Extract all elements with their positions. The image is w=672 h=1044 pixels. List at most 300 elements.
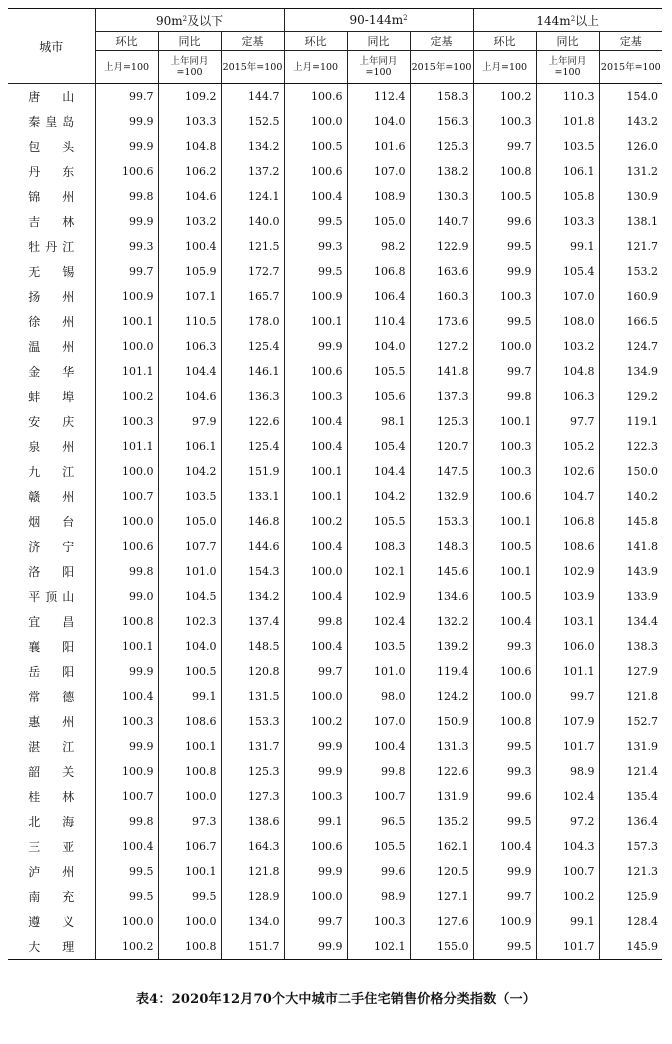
value-cell: 126.0 (599, 134, 662, 159)
city-cell (8, 884, 95, 909)
value-cell: 155.0 (410, 934, 473, 960)
value-cell: 99.9 (284, 759, 347, 784)
city-cell (8, 209, 95, 234)
value-cell: 99.5 (473, 309, 536, 334)
value-cell: 145.8 (599, 509, 662, 534)
city-name: 包头 (28, 140, 75, 154)
city-name: 扬州 (28, 290, 75, 304)
price-index-table (8, 8, 662, 960)
city-cell (8, 184, 95, 209)
value-cell: 135.2 (410, 809, 473, 834)
value-cell: 100.7 (536, 859, 599, 884)
value-cell: 103.5 (158, 484, 221, 509)
value-cell: 99.7 (473, 359, 536, 384)
group-header-medium: $90-144m^2$ (284, 9, 473, 32)
value-cell: 100.8 (473, 709, 536, 734)
value-cell: 100.0 (284, 684, 347, 709)
value-cell: 100.0 (158, 784, 221, 809)
value-cell: 100.0 (95, 909, 158, 934)
value-cell: 100.1 (473, 409, 536, 434)
value-cell: 99.9 (95, 659, 158, 684)
value-cell: 127.1 (410, 884, 473, 909)
value-cell: 99.8 (473, 384, 536, 409)
value-cell: 100.4 (347, 734, 410, 759)
table-row (8, 434, 662, 459)
group-header-small: $90m^2$及以下 (95, 9, 284, 32)
value-cell: 99.5 (95, 859, 158, 884)
city-name: 襄阳 (28, 640, 75, 654)
base-header: 上月=100 (284, 51, 347, 84)
value-cell: 99.5 (473, 734, 536, 759)
value-cell: 122.3 (599, 434, 662, 459)
table-row (8, 484, 662, 509)
city-name: 大理 (28, 940, 75, 954)
value-cell: 147.5 (410, 459, 473, 484)
value-cell: 101.7 (536, 734, 599, 759)
city-cell (8, 434, 95, 459)
table-row (8, 359, 662, 384)
value-cell: 100.3 (473, 284, 536, 309)
value-cell: 99.5 (473, 809, 536, 834)
table-row (8, 459, 662, 484)
table-body (8, 84, 662, 960)
value-cell: 128.9 (221, 884, 284, 909)
value-cell: 105.6 (347, 384, 410, 409)
value-cell: 100.0 (473, 684, 536, 709)
value-cell: 99.9 (284, 334, 347, 359)
value-cell: 101.0 (158, 559, 221, 584)
value-cell: 134.2 (221, 584, 284, 609)
value-cell: 136.3 (221, 384, 284, 409)
value-cell: 105.5 (347, 509, 410, 534)
value-cell: 99.3 (284, 234, 347, 259)
value-cell: 131.2 (599, 159, 662, 184)
value-cell: 172.7 (221, 259, 284, 284)
table-row (8, 84, 662, 110)
value-cell: 135.4 (599, 784, 662, 809)
value-cell: 100.2 (284, 709, 347, 734)
value-cell: 151.9 (221, 459, 284, 484)
value-cell: 112.4 (347, 84, 410, 110)
value-cell: 148.3 (410, 534, 473, 559)
value-cell: 125.3 (410, 134, 473, 159)
base-header: 上年同月=100 (536, 51, 599, 84)
table-row (8, 759, 662, 784)
value-cell: 127.6 (410, 909, 473, 934)
value-cell: 153.3 (410, 509, 473, 534)
value-cell: 101.8 (536, 109, 599, 134)
value-cell: 100.9 (95, 759, 158, 784)
value-cell: 127.2 (410, 334, 473, 359)
table-row (8, 909, 662, 934)
value-cell: 106.8 (347, 259, 410, 284)
value-cell: 122.9 (410, 234, 473, 259)
value-cell: 99.8 (95, 559, 158, 584)
value-cell: 100.4 (284, 409, 347, 434)
value-cell: 105.2 (536, 434, 599, 459)
city-column-header: 城市 (8, 9, 95, 84)
city-cell (8, 734, 95, 759)
city-name: 南充 (28, 890, 75, 904)
value-cell: 130.3 (410, 184, 473, 209)
value-cell: 100.1 (95, 309, 158, 334)
value-cell: 100.3 (473, 109, 536, 134)
city-name: 泉州 (28, 440, 75, 454)
value-cell: 100.1 (473, 559, 536, 584)
city-name: 惠州 (28, 715, 75, 729)
city-cell (8, 309, 95, 334)
value-cell: 173.6 (410, 309, 473, 334)
table-row (8, 309, 662, 334)
value-cell: 108.9 (347, 184, 410, 209)
table-row (8, 559, 662, 584)
value-cell: 99.9 (95, 109, 158, 134)
value-cell: 106.4 (347, 284, 410, 309)
value-cell: 100.7 (347, 784, 410, 809)
city-cell (8, 484, 95, 509)
value-cell: 137.4 (221, 609, 284, 634)
value-cell: 164.3 (221, 834, 284, 859)
value-cell: 100.2 (536, 884, 599, 909)
value-cell: 138.2 (410, 159, 473, 184)
value-cell: 108.0 (536, 309, 599, 334)
value-cell: 100.1 (158, 859, 221, 884)
value-cell: 106.1 (536, 159, 599, 184)
value-cell: 134.9 (599, 359, 662, 384)
value-cell: 100.0 (95, 509, 158, 534)
table-row (8, 409, 662, 434)
value-cell: 108.3 (347, 534, 410, 559)
value-cell: 121.8 (599, 684, 662, 709)
value-cell: 101.1 (536, 659, 599, 684)
value-cell: 103.2 (158, 209, 221, 234)
city-cell (8, 609, 95, 634)
value-cell: 100.4 (473, 609, 536, 634)
value-cell: 99.8 (95, 809, 158, 834)
value-cell: 122.6 (221, 409, 284, 434)
value-cell: 100.0 (158, 909, 221, 934)
value-cell: 134.2 (221, 134, 284, 159)
value-cell: 153.2 (599, 259, 662, 284)
value-cell: 100.6 (284, 84, 347, 110)
value-cell: 98.9 (347, 884, 410, 909)
value-cell: 100.6 (284, 159, 347, 184)
table-row (8, 634, 662, 659)
city-name: 牡丹江 (28, 240, 75, 254)
value-cell: 100.3 (473, 434, 536, 459)
value-cell: 100.4 (473, 834, 536, 859)
value-cell: 100.0 (95, 459, 158, 484)
document-page (8, 8, 662, 960)
value-cell: 100.6 (95, 534, 158, 559)
table-row (8, 834, 662, 859)
value-cell: 150.0 (599, 459, 662, 484)
city-cell (8, 534, 95, 559)
city-cell (8, 684, 95, 709)
value-cell: 100.4 (284, 184, 347, 209)
value-cell: 148.5 (221, 634, 284, 659)
table-row (8, 259, 662, 284)
table-row (8, 859, 662, 884)
value-cell: 105.4 (347, 434, 410, 459)
city-name: 济宁 (28, 540, 75, 554)
value-cell: 99.7 (473, 884, 536, 909)
city-cell (8, 334, 95, 359)
value-cell: 99.7 (95, 84, 158, 110)
city-cell (8, 784, 95, 809)
table-row (8, 234, 662, 259)
city-name: 吉林 (28, 215, 75, 229)
table-row (8, 809, 662, 834)
value-cell: 138.3 (599, 634, 662, 659)
value-cell: 106.0 (536, 634, 599, 659)
value-cell: 100.8 (95, 609, 158, 634)
city-name: 烟台 (28, 515, 75, 529)
value-cell: 131.3 (410, 734, 473, 759)
value-cell: 140.2 (599, 484, 662, 509)
value-cell: 156.3 (410, 109, 473, 134)
table-row (8, 734, 662, 759)
value-cell: 98.0 (347, 684, 410, 709)
table-row (8, 584, 662, 609)
value-cell: 104.8 (158, 134, 221, 159)
value-cell: 99.8 (95, 184, 158, 209)
value-cell: 100.0 (284, 109, 347, 134)
value-cell: 127.3 (221, 784, 284, 809)
value-cell: 99.1 (536, 909, 599, 934)
value-cell: 99.3 (473, 634, 536, 659)
metric-header: 定基 (599, 32, 662, 51)
value-cell: 99.7 (95, 259, 158, 284)
value-cell: 104.2 (158, 459, 221, 484)
table-row (8, 934, 662, 960)
base-header: 上月=100 (95, 51, 158, 84)
value-cell: 103.3 (158, 109, 221, 134)
metric-header: 定基 (410, 32, 473, 51)
value-cell: 107.0 (536, 284, 599, 309)
city-cell (8, 559, 95, 584)
value-cell: 103.5 (536, 134, 599, 159)
value-cell: 99.5 (95, 884, 158, 909)
value-cell: 102.1 (347, 934, 410, 960)
value-cell: 160.9 (599, 284, 662, 309)
value-cell: 165.7 (221, 284, 284, 309)
value-cell: 102.9 (347, 584, 410, 609)
value-cell: 99.7 (473, 134, 536, 159)
city-cell (8, 509, 95, 534)
metric-header: 环比 (473, 32, 536, 51)
value-cell: 101.7 (536, 934, 599, 960)
value-cell: 99.9 (473, 259, 536, 284)
base-header: 2015年=100 (410, 51, 473, 84)
value-cell: 107.0 (347, 709, 410, 734)
metric-header: 环比 (95, 32, 158, 51)
value-cell: 101.6 (347, 134, 410, 159)
value-cell: 100.6 (473, 484, 536, 509)
value-cell: 131.9 (599, 734, 662, 759)
value-cell: 109.2 (158, 84, 221, 110)
value-cell: 157.3 (599, 834, 662, 859)
value-cell: 105.8 (536, 184, 599, 209)
value-cell: 146.8 (221, 509, 284, 534)
value-cell: 99.6 (473, 209, 536, 234)
value-cell: 139.2 (410, 634, 473, 659)
value-cell: 99.9 (284, 734, 347, 759)
city-cell (8, 659, 95, 684)
value-cell: 99.3 (473, 759, 536, 784)
value-cell: 141.8 (599, 534, 662, 559)
table-row (8, 609, 662, 634)
base-header: 上年同月=100 (158, 51, 221, 84)
table-row (8, 709, 662, 734)
value-cell: 100.5 (158, 659, 221, 684)
value-cell: 100.4 (284, 534, 347, 559)
city-cell (8, 909, 95, 934)
value-cell: 99.9 (95, 209, 158, 234)
value-cell: 104.6 (158, 184, 221, 209)
value-cell: 124.1 (221, 184, 284, 209)
value-cell: 100.8 (158, 934, 221, 960)
city-name: 无锡 (28, 265, 75, 279)
table-row (8, 184, 662, 209)
table-header (8, 9, 662, 84)
table-row (8, 684, 662, 709)
value-cell: 99.8 (347, 759, 410, 784)
value-cell: 154.3 (221, 559, 284, 584)
value-cell: 100.5 (473, 584, 536, 609)
value-cell: 152.5 (221, 109, 284, 134)
value-cell: 154.0 (599, 84, 662, 110)
value-cell: 121.7 (599, 234, 662, 259)
value-cell: 102.4 (536, 784, 599, 809)
value-cell: 100.6 (284, 359, 347, 384)
value-cell: 101.1 (95, 434, 158, 459)
city-cell (8, 409, 95, 434)
value-cell: 134.6 (410, 584, 473, 609)
city-name: 洛阳 (28, 565, 75, 579)
value-cell: 124.2 (410, 684, 473, 709)
value-cell: 99.5 (473, 234, 536, 259)
value-cell: 104.2 (347, 484, 410, 509)
city-name: 三亚 (28, 840, 75, 854)
value-cell: 107.7 (158, 534, 221, 559)
value-cell: 100.3 (347, 909, 410, 934)
value-cell: 99.8 (284, 609, 347, 634)
value-cell: 99.1 (536, 234, 599, 259)
value-cell: 158.3 (410, 84, 473, 110)
value-cell: 106.3 (536, 384, 599, 409)
value-cell: 120.7 (410, 434, 473, 459)
value-cell: 100.2 (95, 384, 158, 409)
city-name: 安庆 (28, 415, 75, 429)
value-cell: 120.5 (410, 859, 473, 884)
value-cell: 143.2 (599, 109, 662, 134)
value-cell: 163.6 (410, 259, 473, 284)
value-cell: 100.4 (284, 634, 347, 659)
value-cell: 105.4 (536, 259, 599, 284)
value-cell: 99.5 (284, 209, 347, 234)
city-cell (8, 834, 95, 859)
value-cell: 137.2 (221, 159, 284, 184)
value-cell: 110.4 (347, 309, 410, 334)
value-cell: 104.0 (347, 109, 410, 134)
value-cell: 100.6 (95, 159, 158, 184)
city-cell (8, 709, 95, 734)
value-cell: 102.9 (536, 559, 599, 584)
value-cell: 96.5 (347, 809, 410, 834)
value-cell: 134.4 (599, 609, 662, 634)
value-cell: 137.3 (410, 384, 473, 409)
value-cell: 100.4 (284, 584, 347, 609)
value-cell: 99.5 (473, 934, 536, 960)
value-cell: 103.1 (536, 609, 599, 634)
value-cell: 99.7 (536, 684, 599, 709)
value-cell: 125.9 (599, 884, 662, 909)
city-name: 北海 (28, 815, 75, 829)
value-cell: 100.1 (284, 309, 347, 334)
value-cell: 151.7 (221, 934, 284, 960)
value-cell: 131.9 (410, 784, 473, 809)
value-cell: 98.1 (347, 409, 410, 434)
table-row (8, 109, 662, 134)
value-cell: 122.6 (410, 759, 473, 784)
value-cell: 100.6 (284, 834, 347, 859)
table-row (8, 134, 662, 159)
city-name: 宜昌 (28, 615, 75, 629)
value-cell: 104.4 (158, 359, 221, 384)
city-name: 丹东 (28, 165, 75, 179)
value-cell: 132.9 (410, 484, 473, 509)
value-cell: 124.7 (599, 334, 662, 359)
value-cell: 121.4 (599, 759, 662, 784)
value-cell: 99.9 (473, 859, 536, 884)
city-name: 桂林 (28, 790, 75, 804)
value-cell: 107.9 (536, 709, 599, 734)
value-cell: 100.2 (95, 934, 158, 960)
value-cell: 100.7 (95, 784, 158, 809)
value-cell: 104.3 (536, 834, 599, 859)
city-cell (8, 934, 95, 960)
value-cell: 110.5 (158, 309, 221, 334)
value-cell: 100.3 (284, 384, 347, 409)
value-cell: 100.0 (95, 334, 158, 359)
city-cell (8, 809, 95, 834)
value-cell: 99.3 (95, 234, 158, 259)
metric-header: 同比 (158, 32, 221, 51)
city-name: 平顶山 (28, 590, 75, 604)
city-cell (8, 384, 95, 409)
table-row (8, 384, 662, 409)
table-row (8, 209, 662, 234)
table-row (8, 159, 662, 184)
value-cell: 99.1 (158, 684, 221, 709)
city-name: 蚌埠 (28, 390, 75, 404)
table-row (8, 509, 662, 534)
city-cell (8, 134, 95, 159)
value-cell: 129.2 (599, 384, 662, 409)
metric-header: 同比 (347, 32, 410, 51)
table-row (8, 334, 662, 359)
value-cell: 99.7 (284, 909, 347, 934)
value-cell: 99.6 (473, 784, 536, 809)
city-name: 秦皇岛 (28, 115, 75, 129)
table-row (8, 659, 662, 684)
value-cell: 100.3 (284, 784, 347, 809)
value-cell: 99.5 (158, 884, 221, 909)
value-cell: 145.6 (410, 559, 473, 584)
city-cell (8, 259, 95, 284)
table-row (8, 284, 662, 309)
